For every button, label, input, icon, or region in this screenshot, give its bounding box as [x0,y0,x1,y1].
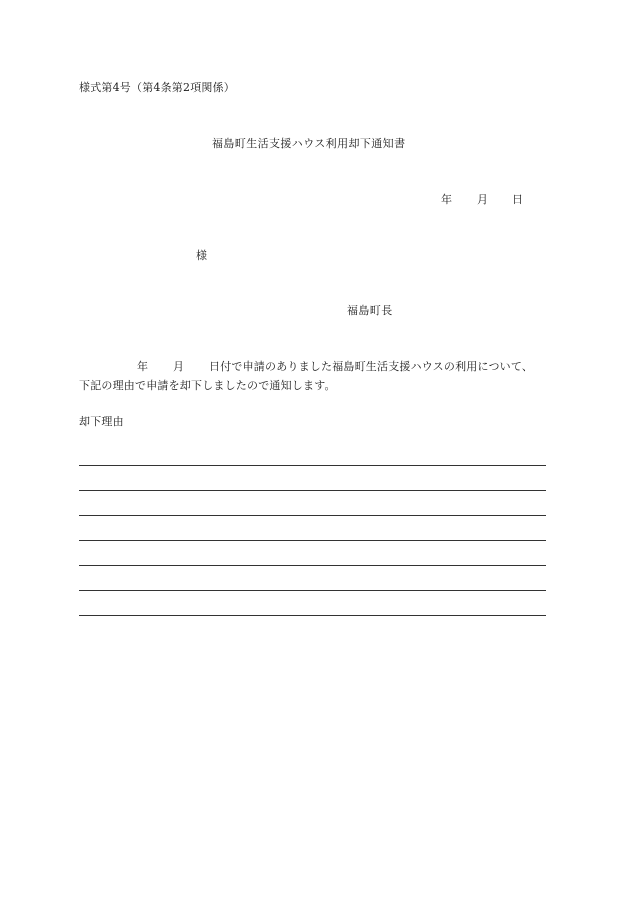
document-title: 福島町生活支援ハウス利用却下通知書 [212,137,406,150]
reason-rule-line [79,540,546,541]
form-number: 様式第4号（第4条第2項関係） [79,81,235,94]
date-day-label: 日 [512,193,524,206]
reason-rule-line [79,490,546,491]
body-text-line-1 [79,360,549,374]
reason-rule-line [79,465,546,466]
body-text-rest: 日付で申請のありました福島町生活支援ハウスの利用について、 [209,360,534,373]
reason-heading: 却下理由 [79,415,124,428]
addressee-honorific: 様 [196,249,208,262]
date-field [441,193,531,207]
body-year-label: 年 [137,360,149,373]
reason-rule-line [79,590,546,591]
body-month-label: 月 [173,360,185,373]
reason-rule-line [79,565,546,566]
body-text-line-2: 下記の理由で申請を却下しましたので通知します。 [79,379,336,392]
reason-lines [79,465,546,640]
reason-rule-line [79,515,546,516]
sender-name: 福島町長 [347,304,393,317]
date-month-label: 月 [477,193,489,206]
reason-rule-line [79,615,546,616]
date-year-label: 年 [441,193,453,206]
